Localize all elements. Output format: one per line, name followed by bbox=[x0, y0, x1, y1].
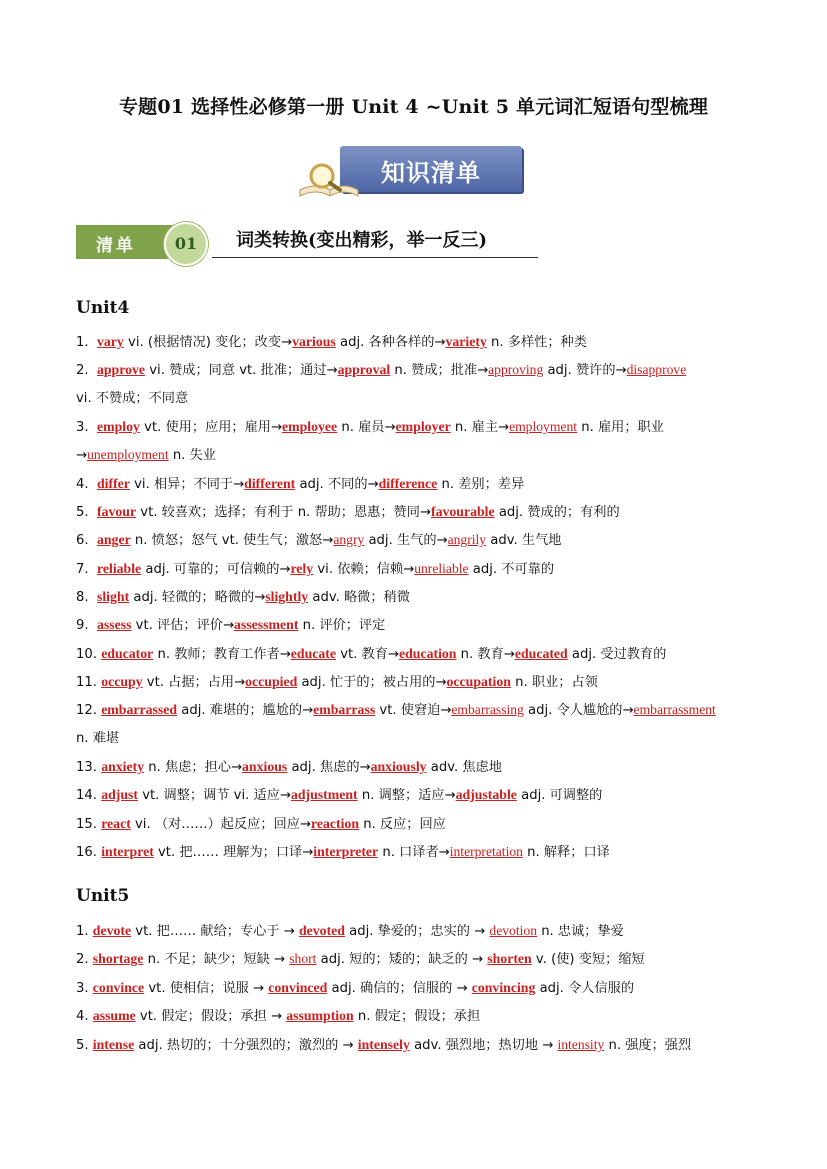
vocab-word: various bbox=[292, 334, 336, 349]
definition-text: 15. bbox=[76, 817, 97, 832]
definition-text: n. 强度；强烈 bbox=[604, 1038, 692, 1053]
definition-text: 8. bbox=[76, 590, 89, 605]
vocab-word: vary bbox=[96, 334, 124, 349]
definition-text: adj. 赞许的→ bbox=[543, 363, 627, 378]
definition-text: vi. 依赖；信赖→ bbox=[313, 562, 415, 577]
vocab-word: adjust bbox=[101, 787, 138, 802]
definition-text: adj. 不同的→ bbox=[295, 477, 379, 492]
definition-text: n. 失业 bbox=[168, 448, 216, 463]
list-item bbox=[76, 699, 716, 718]
vocab-word: approval bbox=[337, 362, 391, 377]
vocab-word: educated bbox=[514, 646, 568, 661]
definition-text: 9. bbox=[76, 618, 89, 633]
list-item bbox=[76, 529, 561, 548]
definition-text: vt. 占据；占用→ bbox=[142, 675, 246, 690]
vocab-word: intense bbox=[92, 1037, 135, 1052]
vocab-word: reliable bbox=[96, 561, 142, 576]
definition-text: vt. 使相信；说服 → bbox=[144, 981, 269, 996]
vocab-word: employer bbox=[395, 419, 451, 434]
definition-text: n. 评价；评定 bbox=[298, 618, 386, 633]
definition-text: n. 多样性；种类 bbox=[486, 335, 587, 350]
definition-text: n. 教育→ bbox=[456, 647, 515, 662]
vocab-word: assumption bbox=[286, 1008, 354, 1023]
vocab-word: shorten bbox=[487, 951, 532, 966]
vocab-word: interpretation bbox=[449, 844, 523, 859]
vocab-word: convincing bbox=[471, 980, 536, 995]
list-item-continuation: →unemployment n. 失业 bbox=[76, 447, 216, 463]
definition-text: 2. bbox=[76, 363, 89, 378]
definition-text: adj. 可调整的 bbox=[516, 788, 603, 803]
definition-text: 5. bbox=[76, 1038, 89, 1053]
vocab-word: anger bbox=[96, 532, 131, 547]
vocab-word: anxiously bbox=[370, 759, 427, 774]
vocab-word: rely bbox=[290, 561, 314, 576]
vocab-word: intensity bbox=[557, 1037, 605, 1052]
list-item bbox=[76, 614, 385, 633]
definition-text: adv. 强烈地；热切地 → bbox=[409, 1038, 558, 1053]
vocab-word: education bbox=[398, 646, 457, 661]
definition-text: 13. bbox=[76, 760, 97, 775]
list-item bbox=[76, 784, 602, 803]
list-item bbox=[76, 977, 634, 996]
definition-text: 1. bbox=[76, 924, 89, 939]
definition-text: adj. 挚爱的；忠实的 → bbox=[344, 924, 490, 939]
vocab-word: slightly bbox=[265, 589, 309, 604]
vocab-word: short bbox=[289, 951, 317, 966]
vocab-word: anxiety bbox=[101, 759, 145, 774]
definition-text: adj. 忙于的；被占用的→ bbox=[297, 675, 447, 690]
list-item bbox=[76, 841, 610, 860]
definition-text: adj. 确信的；信服的 → bbox=[327, 981, 472, 996]
definition-text: n. 反应；回应 bbox=[359, 817, 446, 832]
definition-text: adv. 略微；稍微 bbox=[308, 590, 410, 605]
unit4-heading: Unit4 bbox=[76, 298, 130, 318]
definition-text: vt. 教育→ bbox=[336, 647, 399, 662]
vocab-word: angry bbox=[333, 532, 365, 547]
definition-text: vi. 相异；不同于→ bbox=[129, 477, 245, 492]
definition-text: vt. 使窘迫→ bbox=[375, 703, 452, 718]
definition-text: vt. 评估；评价→ bbox=[131, 618, 235, 633]
definition-text: vi. （对……）起反应；回应→ bbox=[130, 817, 311, 832]
definition-text: vt. 使用；应用；雇用→ bbox=[139, 420, 283, 435]
definition-text: 11. bbox=[76, 675, 97, 690]
list-item bbox=[76, 359, 686, 378]
definition-text: n. 差别；差异 bbox=[437, 477, 525, 492]
definition-text: n. 愤怒；怒气 vt. 使生气；激怒→ bbox=[130, 533, 334, 548]
vocab-word: intensely bbox=[357, 1037, 410, 1052]
definition-text: n. 口译者→ bbox=[378, 845, 450, 860]
list-item bbox=[76, 586, 410, 605]
list-item bbox=[76, 756, 502, 775]
vocab-word: differ bbox=[96, 476, 130, 491]
list-item bbox=[76, 671, 598, 690]
vocab-word: occupied bbox=[245, 674, 298, 689]
definition-text: adj. 令人尴尬的→ bbox=[523, 703, 634, 718]
definition-text: 4. bbox=[76, 1009, 89, 1024]
vocab-word: occupy bbox=[101, 674, 143, 689]
vocab-word: anxious bbox=[242, 759, 288, 774]
vocab-word: angrily bbox=[447, 532, 487, 547]
section-header bbox=[76, 222, 538, 262]
definition-text: vt. 假定；假设；承担 → bbox=[135, 1009, 287, 1024]
list-item bbox=[76, 643, 666, 662]
definition-text: n. 雇主→ bbox=[450, 420, 510, 435]
definition-text: 1. bbox=[76, 335, 89, 350]
definition-text: n. 职业；占领 bbox=[510, 675, 598, 690]
vocab-word: interpreter bbox=[313, 844, 379, 859]
list-item bbox=[76, 473, 524, 492]
vocab-word: adjustable bbox=[455, 787, 517, 802]
vocab-word: different bbox=[244, 476, 296, 491]
vocab-word: variety bbox=[445, 334, 487, 349]
vocab-word: employee bbox=[282, 419, 338, 434]
definition-text: 10. bbox=[76, 647, 97, 662]
list-item bbox=[76, 1034, 691, 1053]
list-item-continuation: vi. 不赞成；不同意 bbox=[76, 391, 189, 406]
definition-text: n. 不足；缺少；短缺 → bbox=[143, 952, 290, 967]
definition-text: adj. 短的；矮的；缺乏的 → bbox=[316, 952, 488, 967]
vocab-word: interpret bbox=[101, 844, 154, 859]
list-item-continuation: n. 难堪 bbox=[76, 731, 120, 746]
vocab-word: embarrass bbox=[313, 702, 376, 717]
definition-text: n. 调整；适应→ bbox=[357, 788, 456, 803]
definition-text: vi. (根据情况) 变化；改变→ bbox=[128, 335, 293, 350]
vocab-word: employ bbox=[96, 419, 140, 434]
vocab-word: unreliable bbox=[414, 561, 469, 576]
vocab-word: unemployment bbox=[87, 447, 169, 462]
definition-text: adj. 轻微的；略微的→ bbox=[129, 590, 266, 605]
definition-text: adj. 可靠的；可信赖的→ bbox=[141, 562, 291, 577]
vocab-word: educator bbox=[101, 646, 154, 661]
definition-text: v. (使) 变短；缩短 bbox=[531, 952, 645, 967]
section-number: 01 bbox=[174, 234, 198, 253]
vocab-word: adjustment bbox=[290, 787, 358, 802]
vocab-word: occupation bbox=[446, 674, 511, 689]
list-item bbox=[76, 920, 624, 939]
definition-text: 3. bbox=[76, 420, 89, 435]
definition-text: adj. 令人信服的 bbox=[535, 981, 635, 996]
definition-text: n. 焦虑；担心→ bbox=[144, 760, 243, 775]
magnifier-book-icon bbox=[296, 160, 362, 200]
vocab-word: employment bbox=[509, 419, 578, 434]
section-number-badge bbox=[164, 222, 208, 266]
vocab-word: embarrassing bbox=[451, 702, 524, 717]
definition-text: adv. 生气地 bbox=[486, 533, 562, 548]
vocab-word: convince bbox=[92, 980, 145, 995]
definition-text: adj. 各种各样的→ bbox=[335, 335, 446, 350]
vocab-word: reaction bbox=[310, 816, 359, 831]
page-title: 专题01 选择性必修第一册 Unit 4 ~Unit 5 单元词汇短语句型梳理 bbox=[118, 96, 709, 118]
definition-text: 5. bbox=[76, 505, 89, 520]
vocab-word: devote bbox=[92, 923, 132, 938]
definition-text: n. 雇用；职业 bbox=[577, 420, 664, 435]
definition-text: adj. 生气的→ bbox=[364, 533, 448, 548]
definition-text: adj. 不可靠的 bbox=[468, 562, 555, 577]
list-item bbox=[76, 558, 554, 577]
definition-text: n. 忠诚；挚爱 bbox=[537, 924, 624, 939]
banner-box bbox=[340, 146, 522, 192]
list-item bbox=[76, 331, 587, 350]
definition-text: adj. 焦虑的→ bbox=[287, 760, 371, 775]
vocab-word: embarrassed bbox=[101, 702, 178, 717]
vocab-word: embarrassment bbox=[633, 702, 716, 717]
definition-text: 4. bbox=[76, 477, 89, 492]
definition-text: 6. bbox=[76, 533, 89, 548]
definition-text: 16. bbox=[76, 845, 97, 860]
vocab-word: devotion bbox=[489, 923, 537, 938]
vocab-word: react bbox=[101, 816, 131, 831]
definition-text: adj. 热切的；十分强烈的；激烈的 → bbox=[134, 1038, 358, 1053]
definition-text: adj. 难堪的；尴尬的→ bbox=[177, 703, 314, 718]
definition-text: 12. bbox=[76, 703, 97, 718]
definition-text: n. 假定；假设；承担 bbox=[353, 1009, 481, 1024]
definition-text: adv. 焦虑地 bbox=[426, 760, 502, 775]
definition-text: n. 解释；口译 bbox=[522, 845, 610, 860]
banner-label: 知识清单 bbox=[381, 159, 481, 187]
definition-text: 3. bbox=[76, 981, 89, 996]
section-divider bbox=[212, 257, 538, 258]
vocab-word: convinced bbox=[268, 980, 328, 995]
definition-text: adj. 受过教育的 bbox=[567, 647, 667, 662]
section-tag-label: 清单 bbox=[96, 236, 136, 256]
unit5-heading: Unit5 bbox=[76, 886, 130, 906]
vocab-word: approving bbox=[488, 362, 544, 377]
definition-text: vt. 调整；调节 vi. 适应→ bbox=[138, 788, 291, 803]
vocab-word: favourable bbox=[431, 504, 495, 519]
definition-text: vi. 赞成；同意 vt. 批准；通过→ bbox=[145, 363, 338, 378]
section-title: 词类转换(变出精彩，举一反三) bbox=[236, 230, 488, 251]
vocab-word: educate bbox=[290, 646, 336, 661]
knowledge-list-banner bbox=[296, 142, 528, 200]
definition-text: vt. 把…… 献给；专心于 → bbox=[131, 924, 299, 939]
definition-text: 7. bbox=[76, 562, 89, 577]
vocab-word: disapprove bbox=[626, 362, 687, 377]
definition-text: 2. bbox=[76, 952, 89, 967]
vocab-word: slight bbox=[96, 589, 130, 604]
list-item bbox=[76, 1005, 480, 1024]
definition-text: 14. bbox=[76, 788, 97, 803]
vocab-word: approve bbox=[96, 362, 146, 377]
vocab-word: assessment bbox=[234, 617, 299, 632]
definition-text: n. 教师；教育工作者→ bbox=[153, 647, 291, 662]
definition-text: n. 雇员→ bbox=[337, 420, 396, 435]
definition-text: adj. 赞成的；有利的 bbox=[494, 505, 620, 520]
vocab-word: assess bbox=[96, 617, 132, 632]
list-item bbox=[76, 813, 446, 832]
vocab-word: assume bbox=[92, 1008, 136, 1023]
list-item bbox=[76, 501, 620, 520]
list-item bbox=[76, 948, 645, 967]
definition-text: n. 赞成；批准→ bbox=[390, 363, 489, 378]
vocab-word: favour bbox=[96, 504, 137, 519]
vocab-word: shortage bbox=[92, 951, 144, 966]
definition-text: vt. 把…… 理解为；口译→ bbox=[153, 845, 314, 860]
vocab-word: difference bbox=[378, 476, 438, 491]
vocab-word: devoted bbox=[298, 923, 345, 938]
list-item bbox=[76, 416, 664, 435]
definition-text: vt. 较喜欢；选择；有利于 n. 帮助；恩惠；赞同→ bbox=[136, 505, 431, 520]
